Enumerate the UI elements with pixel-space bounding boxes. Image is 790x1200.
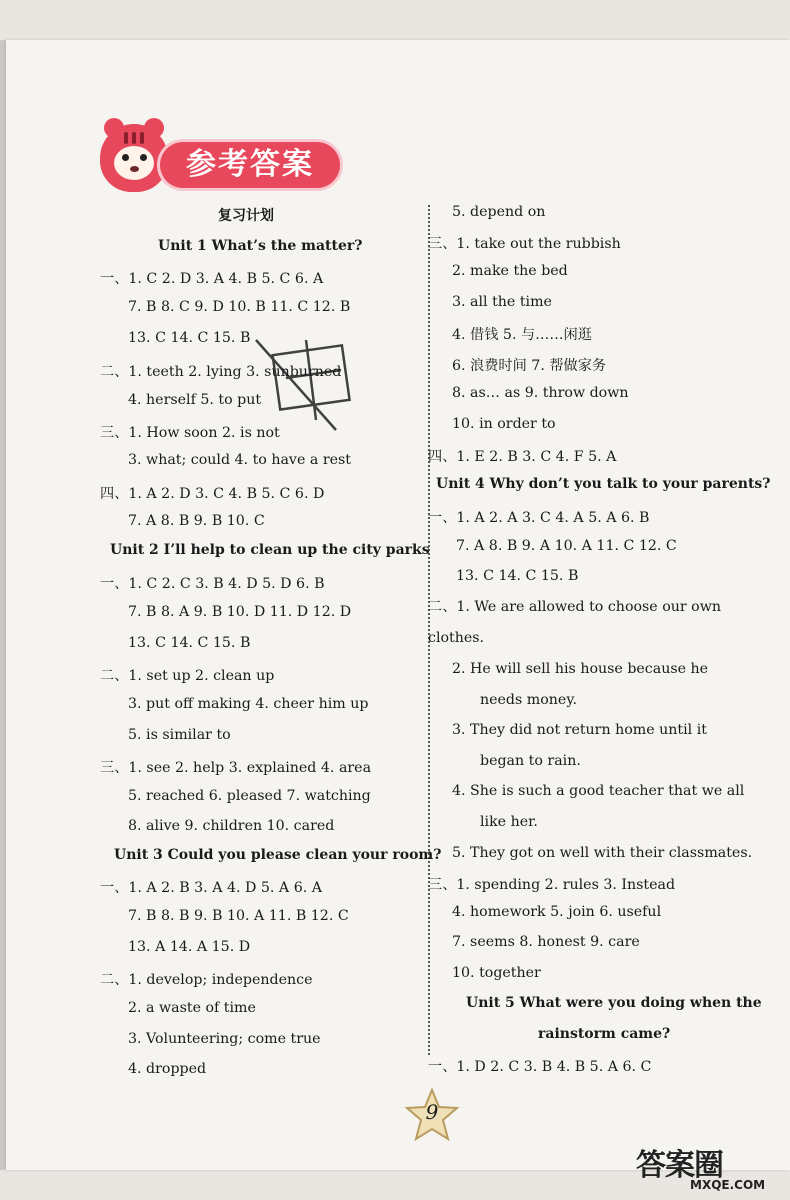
cont-line6: 6. 浪费时间 7. 帮做家务 <box>452 358 607 374</box>
unit2-s1-line3: 13. C 14. C 15. B <box>128 635 251 651</box>
unit2-s2-line3: 5. is similar to <box>128 727 231 743</box>
unit1-s2-line2: 4. herself 5. to put <box>128 392 262 408</box>
unit1-s3-line2: 3. what; could 4. to have a rest <box>128 452 351 468</box>
unit4-s1-line2: 7. A 8. B 9. A 10. A 11. C 12. C <box>456 538 677 554</box>
unit2-s3-line3: 8. alive 9. children 10. cared <box>128 818 335 834</box>
unit2-s2-line2: 3. put off making 4. cheer him up <box>128 696 369 712</box>
unit1-s4-line1: 四、1. A 2. D 3. C 4. B 5. C 6. D <box>100 486 325 502</box>
unit4-s3-line4: 10. together <box>452 965 541 981</box>
unit4-title: Unit 4 Why don’t you talk to your parents? <box>436 476 771 492</box>
unit3-s1-line1: 一、1. A 2. B 3. A 4. D 5. A 6. A <box>100 880 322 896</box>
unit2-s3-line1: 三、1. see 2. help 3. explained 4. area <box>100 760 372 776</box>
unit1-s1-line1: 一、1. C 2. D 3. A 4. B 5. C 6. A <box>100 271 324 287</box>
unit2-s1-line1: 一、1. C 2. C 3. B 4. D 5. D 6. B <box>100 576 325 592</box>
unit5-title-line2: rainstorm came? <box>538 1026 671 1042</box>
watermark <box>636 1140 784 1196</box>
page-title: 参考答案 <box>160 142 340 188</box>
unit4-s3-line1: 三、1. spending 2. rules 3. Instead <box>428 877 676 893</box>
watermark-url: MXQE.COM <box>690 1178 766 1192</box>
unit2-s3-line2: 5. reached 6. pleased 7. watching <box>128 788 371 804</box>
page-number-badge <box>404 1088 460 1142</box>
unit5-s1-line1: 一、1. D 2. C 3. B 4. B 5. A 6. C <box>428 1059 652 1075</box>
cont-line5: 4. 借钱 5. 与……闲逛 <box>452 327 592 343</box>
plan-title: 复习计划 <box>218 208 274 224</box>
unit3-s2-line2: 2. a waste of time <box>128 1000 256 1016</box>
unit2-title: Unit 2 I’ll help to clean up the city parks <box>110 542 430 558</box>
cont-line7: 8. as… as 9. throw down <box>452 385 629 401</box>
cont-line2: 三、1. take out the rubbish <box>428 236 621 252</box>
unit1-s1-line2: 7. B 8. C 9. D 10. B 11. C 12. B <box>128 299 351 315</box>
unit4-s2-line4: 4. She is such a good teacher that we all like her. <box>452 783 745 830</box>
tiger-mascot-icon <box>100 124 168 192</box>
cont-line3: 2. make the bed <box>452 263 568 279</box>
cont-line1: 5. depend on <box>452 204 546 220</box>
unit4-s3-line3: 7. seems 8. honest 9. care <box>452 934 640 950</box>
unit3-s1-line2: 7. B 8. B 9. B 10. A 11. B 12. C <box>128 908 349 924</box>
unit2-s2-line1: 二、1. set up 2. clean up <box>100 668 275 684</box>
cont-line9: 四、1. E 2. B 3. C 4. F 5. A <box>428 449 617 465</box>
unit5-title-line1: Unit 5 What were you doing when the <box>466 995 762 1011</box>
unit1-s3-line1: 三、1. How soon 2. is not <box>100 425 280 441</box>
unit4-s1-line3: 13. C 14. C 15. B <box>456 568 579 584</box>
unit3-s1-line3: 13. A 14. A 15. D <box>128 939 251 955</box>
unit1-title: Unit 1 What’s the matter? <box>158 238 363 254</box>
unit3-title: Unit 3 Could you please clean your room? <box>114 847 442 863</box>
unit2-s1-line2: 7. B 8. A 9. B 10. D 11. D 12. D <box>128 604 352 620</box>
unit4-s2-line3: 3. They did not return home until it began to rain. <box>452 722 707 769</box>
unit3-s2-line3: 3. Volunteering; come true <box>128 1031 321 1047</box>
watermark-logo: 答案圈 <box>636 1148 723 1183</box>
unit3-s2-line1: 二、1. develop; independence <box>100 972 313 988</box>
unit4-s3-line2: 4. homework 5. join 6. useful <box>452 904 662 920</box>
cont-line4: 3. all the time <box>452 294 552 310</box>
unit1-s4-line2: 7. A 8. B 9. B 10. C <box>128 513 265 529</box>
cont-line8: 10. in order to <box>452 416 556 432</box>
unit4-s2-line1: 二、1. We are allowed to choose our own clothes. <box>428 599 722 646</box>
page-number: 9 <box>425 1100 439 1124</box>
unit4-s2-line2: 2. He will sell his house because he needs money. <box>452 661 709 708</box>
unit4-s1-line1: 一、1. A 2. A 3. C 4. A 5. A 6. B <box>428 510 650 526</box>
unit1-s1-line3: 13. C 14. C 15. B <box>128 330 251 346</box>
header <box>100 120 345 200</box>
unit1-s2-line1: 二、1. teeth 2. lying 3. sunburned <box>100 364 342 380</box>
unit3-s2-line4: 4. dropped <box>128 1061 207 1077</box>
unit4-s2-line5: 5. They got on well with their classmates. <box>452 845 753 861</box>
